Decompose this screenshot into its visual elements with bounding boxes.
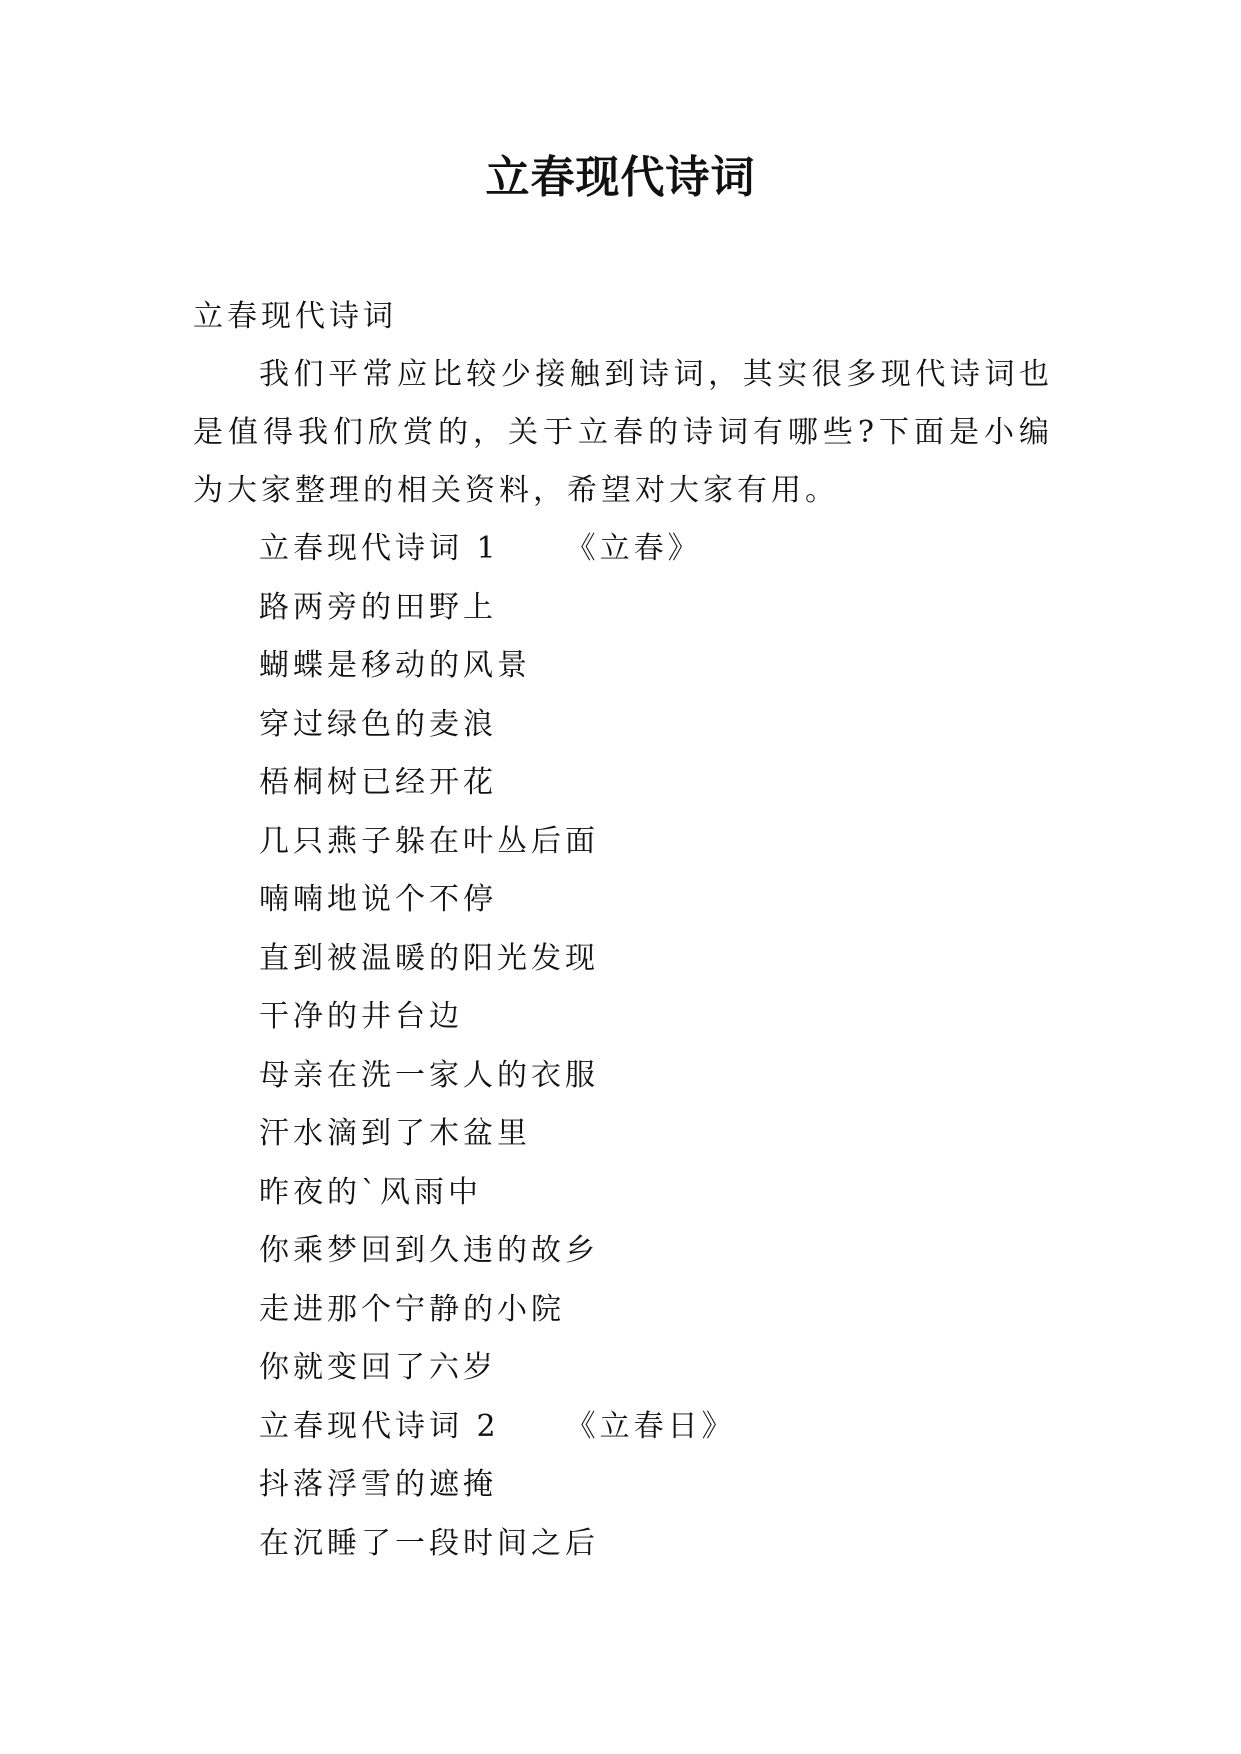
poem-line: 路两旁的田野上 [259, 589, 497, 625]
poem-line: 抖落浮雪的遮掩 [259, 1467, 497, 1502]
intro-paragraph: 我们平常应比较少接触到诗词，其实很多现代诗词也是值得我们欣赏的，关于立春的诗词有哪些?下面是小编为大家整理的相关资料，希望对大家有用。 [193, 357, 1053, 508]
poem-line: 干净的井台边 [259, 999, 463, 1034]
poem-title: 《立春》 [565, 531, 702, 566]
poem-line: 几只燕子躲在叶丛后面 [259, 823, 599, 859]
poem-line: 昨夜的`风雨中 [259, 1174, 482, 1210]
poem-line: 梧桐树已经开花 [259, 765, 497, 800]
poem-heading-label: 立春现代诗词 1 [259, 531, 500, 566]
poem-title: 《立春日》 [565, 1408, 736, 1444]
poem-line: 走进那个宁静的小院 [259, 1291, 565, 1327]
poem-1 [193, 520, 1053, 1398]
poem-line: 你就变回了六岁 [259, 1350, 497, 1385]
poem-line: 你乘梦回到久违的故乡 [259, 1233, 599, 1268]
document-body [193, 288, 1053, 1573]
poem-heading-label: 立春现代诗词 2 [259, 1408, 500, 1444]
poem-2 [193, 1398, 1053, 1574]
poem-line: 汗水滴到了木盆里 [259, 1116, 531, 1151]
poem-heading [193, 520, 1053, 579]
poem-line: 直到被温暖的阳光发现 [259, 940, 599, 976]
poem-heading [193, 1398, 1053, 1457]
poem-line: 在沉睡了一段时间之后 [259, 1525, 599, 1561]
poem-line: 喃喃地说个不停 [259, 882, 497, 917]
document-subtitle: 立春现代诗词 [193, 299, 397, 334]
document-title: 立春现代诗词 [485, 152, 756, 203]
poem-line: 穿过绿色的麦浪 [259, 706, 497, 742]
poem-line: 蝴蝶是移动的风景 [259, 648, 531, 683]
poem-line: 母亲在洗一家人的衣服 [259, 1057, 599, 1093]
